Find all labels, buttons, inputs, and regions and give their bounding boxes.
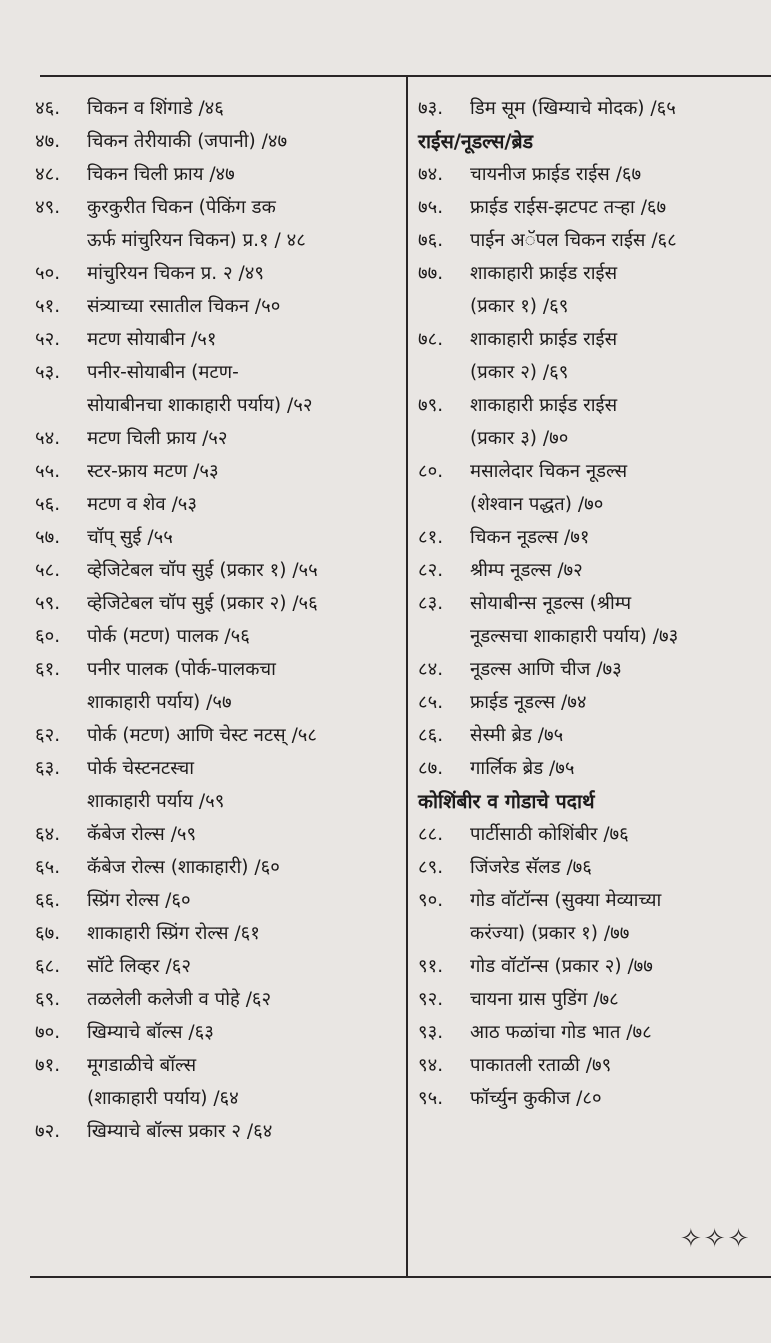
entry-title: शाकाहारी फ्राईड राईस xyxy=(470,263,618,284)
toc-entry xyxy=(35,587,403,620)
entry-title: पाकातली रताळी xyxy=(470,1055,580,1076)
toc-entry xyxy=(418,719,771,752)
entry-number: ४८. xyxy=(35,164,61,185)
entry-page: /६४ xyxy=(246,1121,273,1142)
entry-title: चायनीज फ्राईड राईस xyxy=(470,164,610,185)
entry-title: शाकाहारी फ्राईड राईस xyxy=(470,329,618,350)
entry-number: ८९. xyxy=(418,857,444,878)
entry-title: गोड वॉटॉन्स (प्रकार २) xyxy=(470,956,622,977)
toc-entry xyxy=(35,158,403,191)
entry-number: ६०. xyxy=(35,626,61,647)
entry-number: ५१. xyxy=(35,296,61,317)
entry-number: ९०. xyxy=(418,890,444,911)
ornament-stars: ✧✧✧ xyxy=(680,1224,752,1254)
toc-entry xyxy=(418,1049,771,1082)
entry-page: /५२ xyxy=(202,428,228,449)
entry-number: ६४. xyxy=(35,824,61,845)
toc-entry xyxy=(35,356,403,389)
toc-entry xyxy=(35,1115,403,1148)
entry-number: ६१. xyxy=(35,659,61,680)
entry-page: /६० xyxy=(165,890,191,911)
entry-title: मांचुरियन चिकन प्र. २ xyxy=(87,263,233,284)
entry-number: ५६. xyxy=(35,494,61,515)
entry-page: /७५ xyxy=(548,758,575,779)
entry-page: /६२ xyxy=(165,956,191,977)
entry-number: ८८. xyxy=(418,824,444,845)
entry-number: ५२. xyxy=(35,329,61,350)
entry-title: खिम्याचे बॉल्स प्रकार २ xyxy=(87,1121,241,1142)
entry-number: ६५. xyxy=(35,857,61,878)
left-column xyxy=(35,92,403,1148)
entry-page: /५६ xyxy=(224,626,250,647)
entry-number: ४६. xyxy=(35,98,61,119)
entry-number: ५८. xyxy=(35,560,61,581)
toc-entry xyxy=(35,92,403,125)
entry-number: ९३. xyxy=(418,1022,444,1043)
entry-number: ५०. xyxy=(35,263,61,284)
entry-title: पाईन अॅपल चिकन राईस xyxy=(470,230,646,251)
toc-entry xyxy=(35,1016,403,1049)
entry-title: चॉप् सुई xyxy=(87,527,142,548)
toc-entry xyxy=(418,1082,771,1115)
entry-page: /६७ xyxy=(640,197,667,218)
toc-entry-continuation xyxy=(418,356,771,389)
entry-page: /७६ xyxy=(566,857,592,878)
entry-number: ७०. xyxy=(35,1022,61,1043)
entry-page: /७२ xyxy=(557,560,583,581)
entry-number: ४७. xyxy=(35,131,61,152)
entry-title: चिकन तेरीयाकी (जपानी) xyxy=(87,131,256,152)
entry-page: /५५ xyxy=(292,560,318,581)
entry-page: /५९ xyxy=(170,824,197,845)
toc-entry xyxy=(35,521,403,554)
entry-page: /७५ xyxy=(537,725,564,746)
entry-page: /७७ xyxy=(627,956,653,977)
toc-entry-continuation xyxy=(35,224,403,257)
right-column xyxy=(418,92,771,1115)
entry-title: पार्टीसाठी कोशिंबीर xyxy=(470,824,598,845)
entry-title: व्हेजिटेबल चॉप सुई (प्रकार १) xyxy=(87,560,287,581)
entry-title: कॅबेज रोल्स xyxy=(87,824,165,845)
entry-number: ८५. xyxy=(418,692,444,713)
toc-entry xyxy=(418,818,771,851)
entry-title: मटण चिली फ्राय xyxy=(87,428,197,449)
entry-title: फॉर्च्युन कुकीज xyxy=(470,1088,571,1109)
entry-page: /७७ xyxy=(603,923,630,944)
entry-page: /७३ xyxy=(652,626,679,647)
entry-title: मूगडाळीचे बॉल्स xyxy=(87,1055,197,1076)
entry-page: /५६ xyxy=(292,593,318,614)
toc-entry xyxy=(418,257,771,290)
toc-entry xyxy=(35,752,403,785)
toc-entry xyxy=(418,983,771,1016)
bottom-rule xyxy=(30,1276,771,1278)
toc-entry xyxy=(35,125,403,158)
entry-page: /६४ xyxy=(213,1088,239,1109)
toc-entry xyxy=(35,851,403,884)
entry-page: /७८ xyxy=(593,989,619,1010)
toc-entry xyxy=(418,521,771,554)
toc-entry xyxy=(35,422,403,455)
entry-title-cont: (शाकाहारी पर्याय) xyxy=(87,1088,208,1109)
toc-entry xyxy=(418,158,771,191)
toc-entry xyxy=(35,290,403,323)
toc-entry xyxy=(35,950,403,983)
toc-entry xyxy=(418,851,771,884)
entry-title: स्प्रिंग रोल्स xyxy=(87,890,160,911)
entry-number: ८७. xyxy=(418,758,444,779)
entry-number: ८१. xyxy=(418,527,444,548)
entry-page: /५३ xyxy=(193,461,219,482)
entry-number: ४९. xyxy=(35,197,61,218)
entry-page: /६३ xyxy=(188,1022,214,1043)
entry-page: /५० xyxy=(254,296,281,317)
entry-page: /४६ xyxy=(198,98,224,119)
toc-entry xyxy=(418,224,771,257)
entry-number: ७९. xyxy=(418,395,444,416)
toc-entry xyxy=(418,752,771,785)
toc-entry xyxy=(418,884,771,917)
entry-title-cont: (प्रकार २) xyxy=(470,362,538,383)
entry-title: सोयाबीन्स नूडल्स (श्रीम्प xyxy=(470,593,632,614)
entry-number: ७२. xyxy=(35,1121,61,1142)
toc-entry-continuation xyxy=(418,488,771,521)
toc-entry xyxy=(35,554,403,587)
entry-number: ५३. xyxy=(35,362,61,383)
toc-entry xyxy=(418,554,771,587)
entry-title: आठ फळांचा गोड भात xyxy=(470,1022,621,1043)
entry-page: /६७ xyxy=(615,164,642,185)
entry-title-cont: (प्रकार १) xyxy=(470,296,538,317)
entry-number: ६६. xyxy=(35,890,61,911)
entry-page: /७१ xyxy=(564,527,590,548)
entry-number: ८३. xyxy=(418,593,444,614)
entry-number: ८६. xyxy=(418,725,444,746)
entry-page: /७४ xyxy=(561,692,587,713)
toc-entry xyxy=(418,686,771,719)
entry-title-cont: ऊर्फ मांचुरियन चिकन) प्र.१ xyxy=(87,230,269,251)
entry-number: ६७. xyxy=(35,923,61,944)
entry-number: ६३. xyxy=(35,758,61,779)
entry-title: शाकाहारी फ्राईड राईस xyxy=(470,395,618,416)
entry-title: कॅबेज रोल्स (शाकाहारी) xyxy=(87,857,249,878)
toc-entry xyxy=(35,257,403,290)
entry-title: गार्लिक ब्रेड xyxy=(470,758,544,779)
entry-page: /६२ xyxy=(245,989,272,1010)
entry-number: ८०. xyxy=(418,461,444,482)
entry-title: पोर्क (मटण) आणि चेस्ट नटस् xyxy=(87,725,286,746)
section-heading: कोशिंबीर व गोडाचे पदार्थ xyxy=(418,790,595,813)
entry-page: /७० xyxy=(577,494,604,515)
entry-title: चायना ग्रास पुडिंग xyxy=(470,989,588,1010)
toc-entry xyxy=(35,323,403,356)
entry-title: सॉटे लिव्हर xyxy=(87,956,160,977)
toc-entry xyxy=(35,191,403,224)
entry-page: /५९ xyxy=(198,791,225,812)
toc-entry xyxy=(35,1049,403,1082)
entry-title: संत्र्याच्या रसातील चिकन xyxy=(87,296,249,317)
entry-title: पोर्क (मटण) पालक xyxy=(87,626,219,647)
entry-title: मसालेदार चिकन नूडल्स xyxy=(470,461,628,482)
toc-entry-continuation xyxy=(418,422,771,455)
entry-title: सेस्मी ब्रेड xyxy=(470,725,532,746)
entry-title: जिंजरेड सॅलड xyxy=(470,857,561,878)
toc-entry xyxy=(35,488,403,521)
entry-page: /६९ xyxy=(542,362,569,383)
entry-number: ५५. xyxy=(35,461,61,482)
entry-number: ७७. xyxy=(418,263,444,284)
toc-entry-continuation xyxy=(35,389,403,422)
toc-entry xyxy=(35,653,403,686)
toc-entry-continuation xyxy=(35,785,403,818)
entry-title: श्रीम्प नूडल्स xyxy=(470,560,552,581)
entry-number: ५९. xyxy=(35,593,61,614)
toc-entry xyxy=(35,983,403,1016)
entry-title: गोड वॉटॉन्स (सुक्या मेव्याच्या xyxy=(470,890,662,911)
entry-page: /५८ xyxy=(291,725,318,746)
entry-title: पनीर-सोयाबीन (मटण- xyxy=(87,362,239,383)
entry-page: /७० xyxy=(542,428,569,449)
toc-entry-continuation xyxy=(35,686,403,719)
entry-title-cont: शाकाहारी पर्याय xyxy=(87,791,193,812)
entry-number: ५७. xyxy=(35,527,61,548)
toc-entry xyxy=(418,950,771,983)
entry-page: /६० xyxy=(254,857,280,878)
entry-page: /६१ xyxy=(234,923,260,944)
entry-number: ७६. xyxy=(418,230,444,251)
entry-page: / ४८ xyxy=(274,230,306,251)
entry-title: तळलेली कलेजी व पोहे xyxy=(87,989,240,1010)
entry-title: कुरकुरीत चिकन (पेकिंग डक xyxy=(87,197,276,218)
entry-title-cont: (प्रकार ३) xyxy=(470,428,538,449)
entry-title-cont: शाकाहारी पर्याय) xyxy=(87,692,201,713)
toc-entry xyxy=(418,92,771,125)
entry-title-cont: सोयाबीनचा शाकाहारी पर्याय) xyxy=(87,395,282,416)
entry-number: ९१. xyxy=(418,956,444,977)
toc-entry xyxy=(418,191,771,224)
entry-page: /७६ xyxy=(603,824,629,845)
entry-page: /६५ xyxy=(650,98,676,119)
entry-number: ६८. xyxy=(35,956,61,977)
entry-page: /४७ xyxy=(261,131,288,152)
toc-entry xyxy=(35,620,403,653)
toc-entry-continuation xyxy=(418,917,771,950)
entry-number: ७५. xyxy=(418,197,444,218)
entry-title: मटण सोयाबीन xyxy=(87,329,186,350)
entry-title: शाकाहारी स्प्रिंग रोल्स xyxy=(87,923,229,944)
entry-title: खिम्याचे बॉल्स xyxy=(87,1022,183,1043)
entry-page: /६८ xyxy=(651,230,677,251)
entry-number: ९५. xyxy=(418,1088,444,1109)
entry-page: /७८ xyxy=(626,1022,652,1043)
entry-number: ९४. xyxy=(418,1055,444,1076)
entry-page: /५१ xyxy=(190,329,217,350)
toc-entry-continuation xyxy=(35,1082,403,1115)
entry-page: /७९ xyxy=(585,1055,612,1076)
toc-entry-continuation xyxy=(418,620,771,653)
entry-page: /५७ xyxy=(206,692,232,713)
entry-title: चिकन व शिंगाडे xyxy=(87,98,193,119)
toc-entry xyxy=(35,455,403,488)
entry-page: /६९ xyxy=(542,296,569,317)
entry-title-cont: नूडल्सचा शाकाहारी पर्याय) xyxy=(470,626,647,647)
toc-entry xyxy=(418,323,771,356)
entry-title: पनीर पालक (पोर्क-पालकचा xyxy=(87,659,276,680)
entry-number: ९२. xyxy=(418,989,444,1010)
entry-number: ७३. xyxy=(418,98,444,119)
toc-entry xyxy=(418,389,771,422)
entry-title: चिकन नूडल्स xyxy=(470,527,559,548)
entry-number: ८२. xyxy=(418,560,444,581)
toc-entry xyxy=(418,587,771,620)
entry-page: /७३ xyxy=(596,659,622,680)
entry-page: /४९ xyxy=(238,263,265,284)
entry-title: नूडल्स आणि चीज xyxy=(470,659,591,680)
entry-title: फ्राईड नूडल्स xyxy=(470,692,556,713)
entry-number: ७८. xyxy=(418,329,444,350)
toc-entry xyxy=(35,884,403,917)
entry-title: चिकन चिली फ्राय xyxy=(87,164,204,185)
entry-title-cont: करंज्या) (प्रकार १) xyxy=(470,923,599,944)
toc-entry xyxy=(35,917,403,950)
entry-title: स्टर-फ्राय मटण xyxy=(87,461,188,482)
entry-title: फ्राईड राईस-झटपट तऱ्हा xyxy=(470,197,635,218)
entry-title: पोर्क चेस्टनटस्चा xyxy=(87,758,194,779)
entry-title-cont: (शेश्वान पद्धत) xyxy=(470,494,572,515)
entry-page: /८० xyxy=(576,1088,602,1109)
entry-number: ७४. xyxy=(418,164,444,185)
entry-title: व्हेजिटेबल चॉप सुई (प्रकार २) xyxy=(87,593,287,614)
entry-number: ५४. xyxy=(35,428,61,449)
entry-page: /४७ xyxy=(209,164,235,185)
toc-entry-continuation xyxy=(418,290,771,323)
entry-title: मटण व शेव xyxy=(87,494,166,515)
entry-page: /५३ xyxy=(171,494,198,515)
entry-page: /५२ xyxy=(286,395,313,416)
toc-entry xyxy=(418,455,771,488)
toc-entry xyxy=(35,719,403,752)
toc-entry xyxy=(418,1016,771,1049)
entry-number: ६२. xyxy=(35,725,61,746)
section-heading: राईस/नूडल्स/ब्रेड xyxy=(418,130,534,153)
toc-entry xyxy=(35,818,403,851)
toc-entry xyxy=(418,653,771,686)
entry-number: ६९. xyxy=(35,989,61,1010)
column-divider xyxy=(406,76,408,1277)
entry-page: /५५ xyxy=(147,527,173,548)
entry-number: ८४. xyxy=(418,659,444,680)
entry-number: ७१. xyxy=(35,1055,61,1076)
entry-title: डिम सूम (खिम्याचे मोदक) xyxy=(470,98,645,119)
